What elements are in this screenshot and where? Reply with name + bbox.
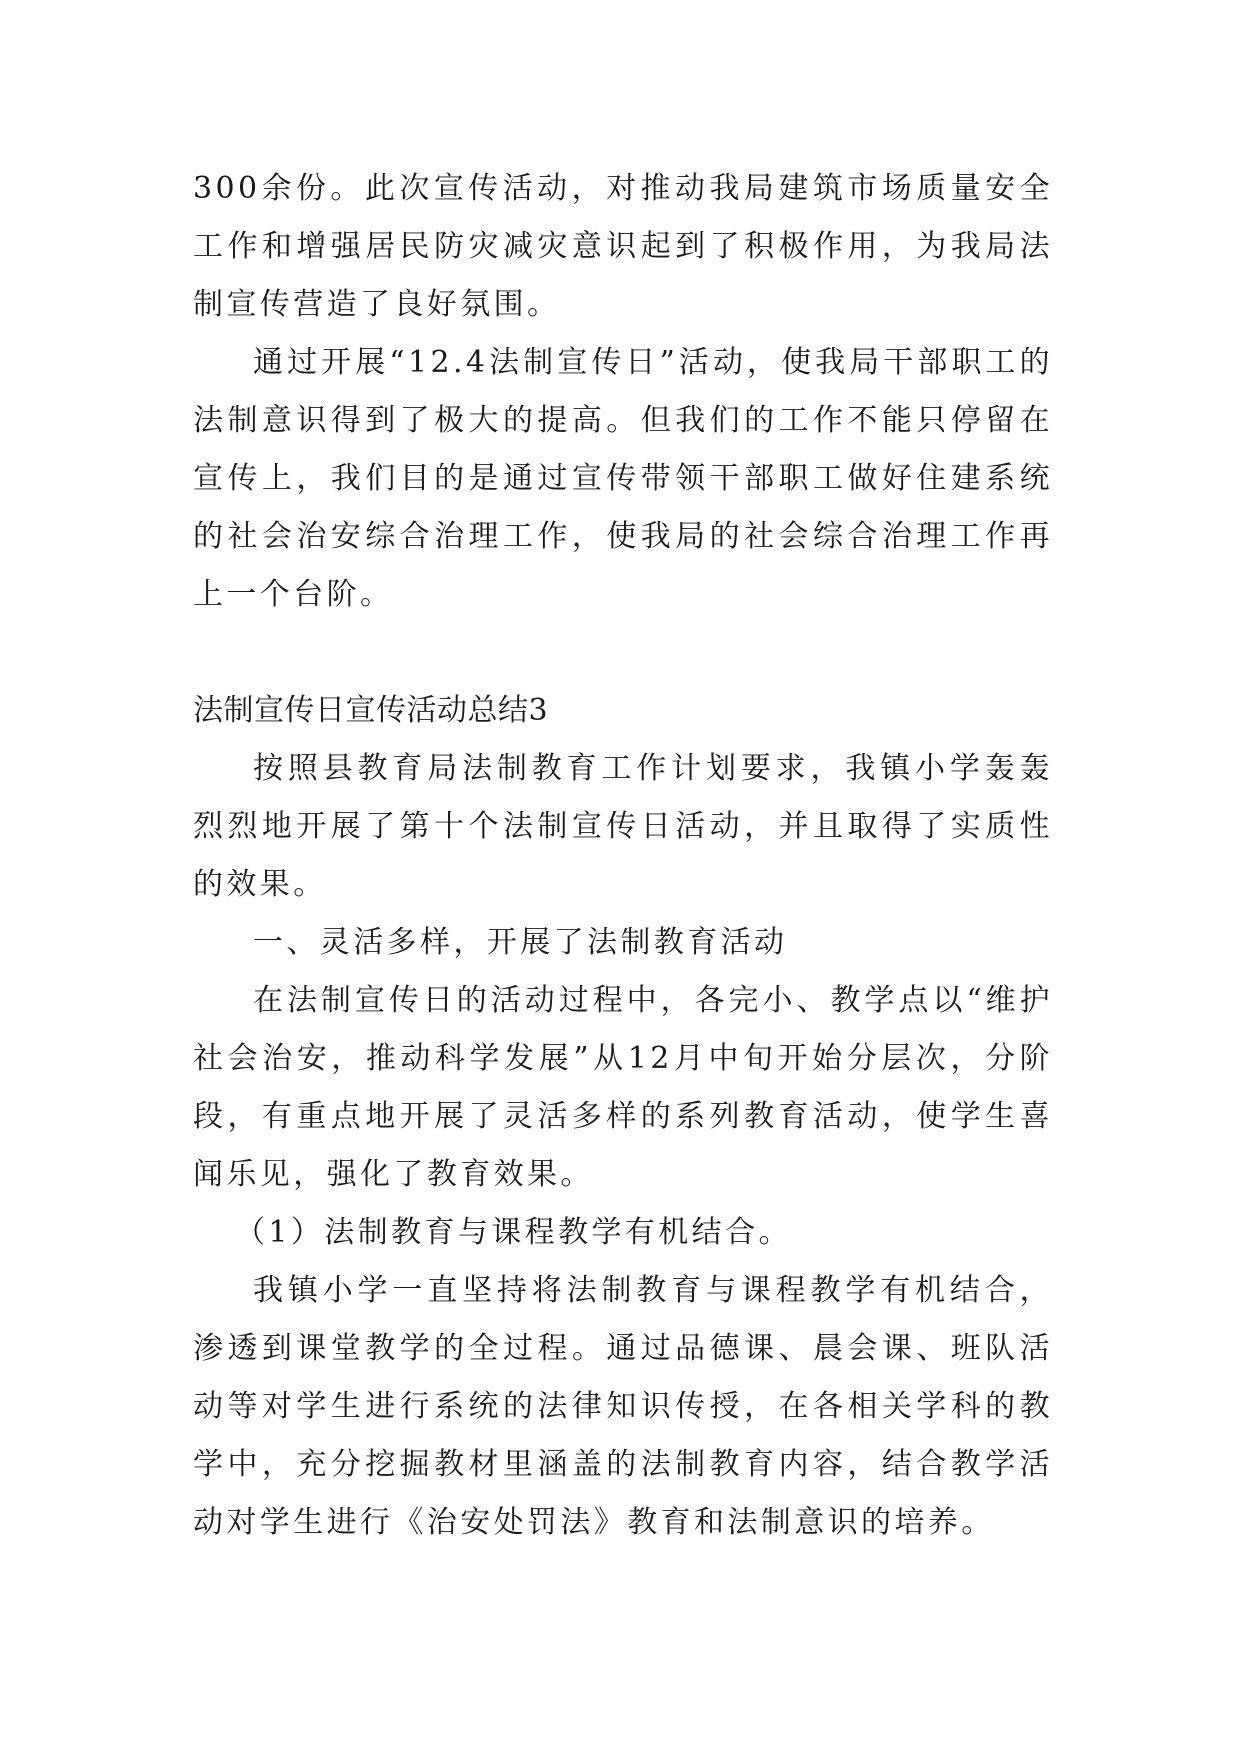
subheading: 一、灵活多样，开展了法制教育活动: [253, 925, 788, 960]
numbered-subheading: （1）法制教育与课程教学有机结合。: [235, 1215, 792, 1250]
paragraph: 我镇小学一直坚持将法制教育与课程教学有机结合，渗透到课堂教学的全过程。通过品德课、晨会课、班队活动等对学生进行系统的法律知识传授，在各相关学科的教学中，充分挖掘教材里涵盖的法制教育内容，结合教学活动对学生进行《治安处罚法》教育和法制意识的培养。: [193, 1273, 1053, 1540]
document-body: [193, 160, 1053, 1552]
paragraph-continuation: 300余份。此次宣传活动，对推动我局建筑市场质量安全工作和增强居民防灾减灾意识起到了积极作用，为我局法制宣传营造了良好氛围。: [193, 171, 1053, 322]
paragraph: 按照县教育局法制教育工作计划要求，我镇小学轰轰烈烈地开展了第十个法制宣传日活动，并且取得了实质性的效果。: [193, 751, 1053, 902]
paragraph: 通过开展“12.4法制宣传日”活动，使我局干部职工的法制意识得到了极大的提高。但我们的工作不能只停留在宣传上，我们目的是通过宣传带领干部职工做好住建系统的社会治安综合治理工作，使我局的社会综合治理工作再上一个台阶。: [193, 345, 1053, 612]
section-heading: 法制宣传日宣传活动总结3: [193, 693, 549, 728]
paragraph: 在法制宣传日的活动过程中，各完小、教学点以“维护社会治安，推动科学发展”从12月中旬开始分层次，分阶段，有重点地开展了灵活多样的系列教育活动，使学生喜闻乐见，强化了教育效果。: [193, 983, 1053, 1192]
